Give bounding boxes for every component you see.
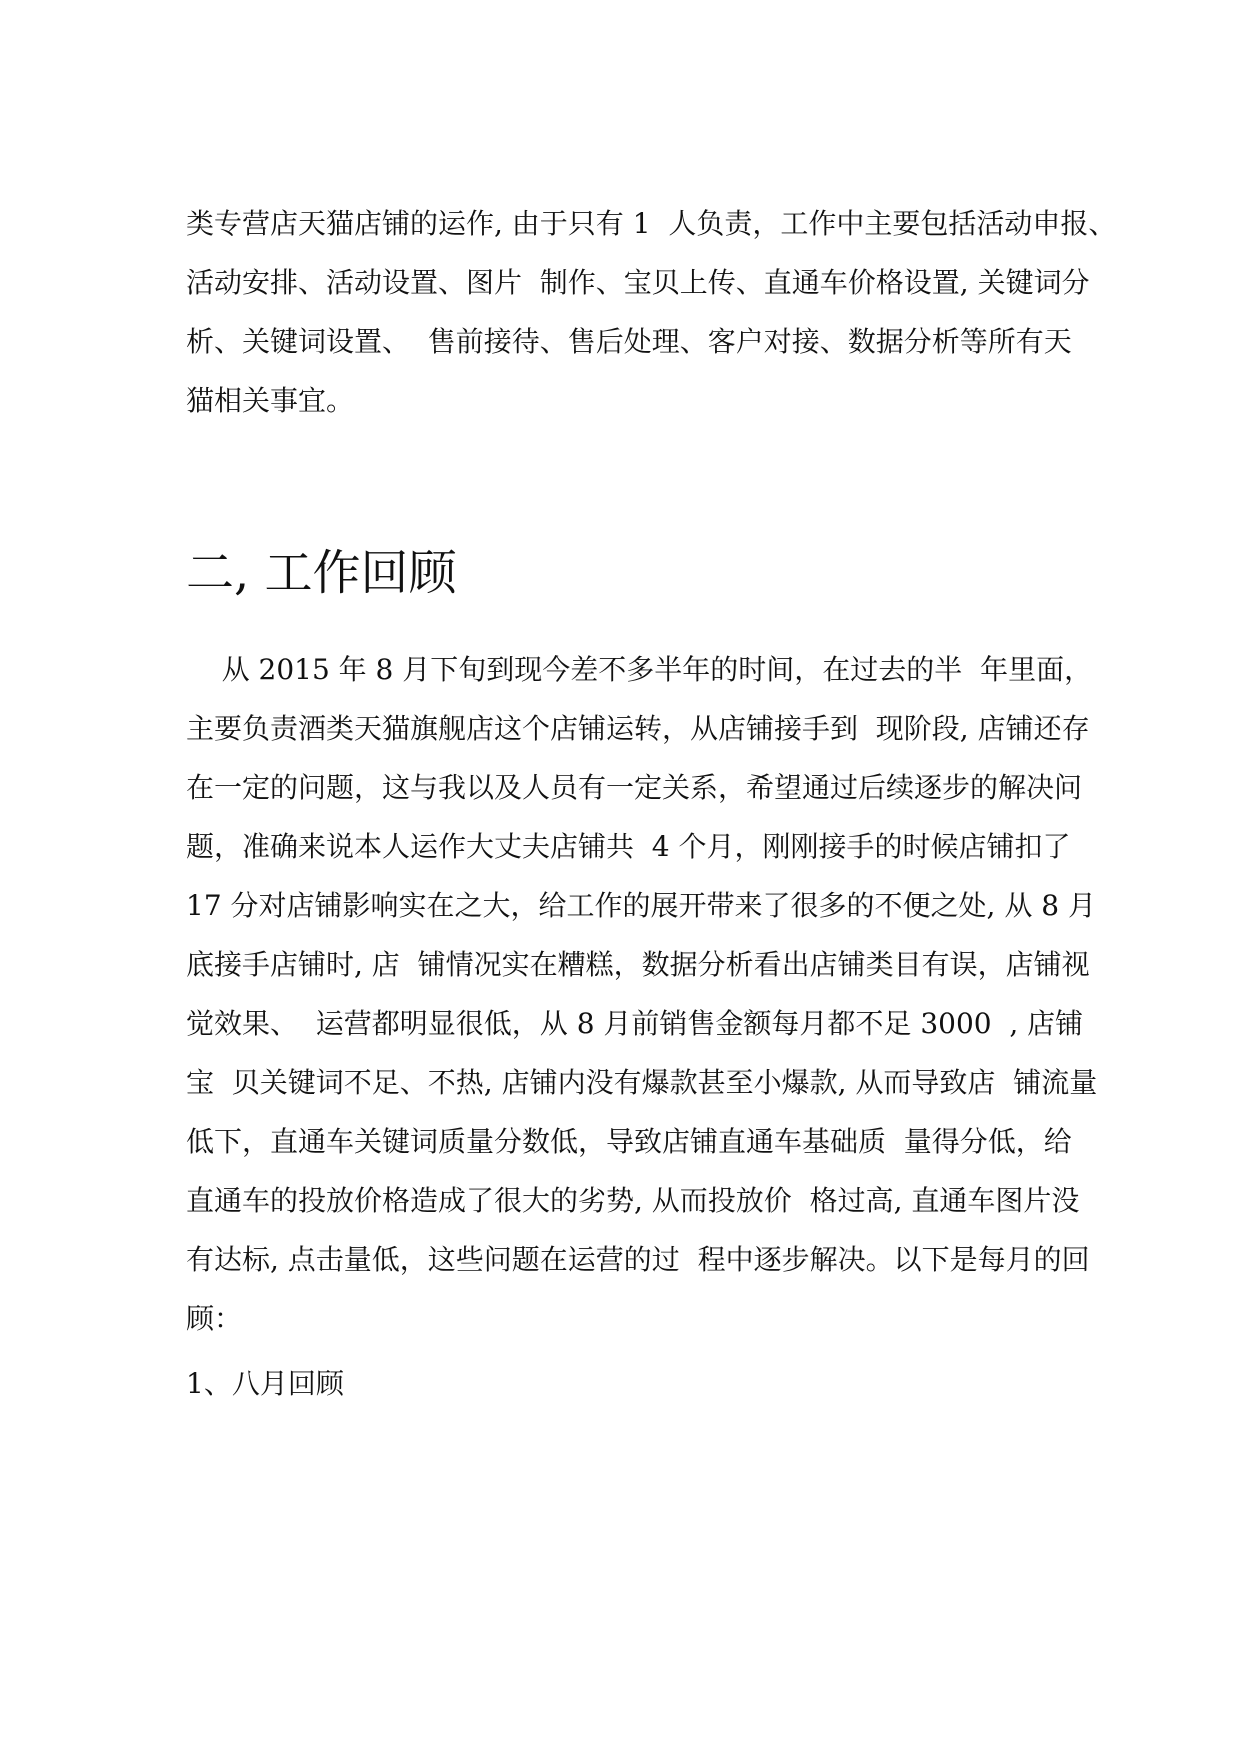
review-line-1: 从 2015 年 8 月下旬到现今差不多半年的时间，在过去的半 年里面， (186, 653, 1093, 686)
review-line-6: 底接手店铺时, 店 铺情况实在糟糕，数据分析看出店铺类目有误，店铺视 (186, 948, 1090, 981)
review-line-4: 题，准确来说本人运作大丈夫店铺共 4 个月，刚刚接手的时候店铺扣了 (186, 830, 1071, 863)
review-line-10: 直通车的投放价格造成了很大的劣势, 从而投放价 格过高, 直通车图片没 (186, 1184, 1080, 1217)
review-line-2: 主要负责酒类天猫旗舰店这个店铺运转，从店铺接手到 现阶段, 店铺还存 (186, 712, 1090, 745)
review-line-9: 低下，直通车关键词质量分数低，导致店铺直通车基础质 量得分低，给 (186, 1125, 1072, 1158)
review-line-11: 有达标, 点击量低，这些问题在运营的过 程中逐步解决。以下是每月的回 (186, 1243, 1090, 1276)
review-line-3: 在一定的问题，这与我以及人员有一定关系，希望通过后续逐步的解决问 (186, 771, 1083, 804)
review-line-7: 觉效果、 运营都明显很低，从 8 月前销售金额每月都不足 3000 , 店铺 (186, 1007, 1084, 1040)
intro-line-2: 活动安排、活动设置、图片 制作、宝贝上传、直通车价格设置, 关键词分 (186, 266, 1090, 299)
review-line-5: 17 分对店铺影响实在之大，给工作的展开带来了很多的不便之处, 从 8 月 (186, 889, 1096, 922)
subsection-heading: 1、八月回顾 (186, 1367, 344, 1400)
review-line-8: 宝 贝关键词不足、不热, 店铺内没有爆款甚至小爆款, 从而导致店 铺流量 (186, 1066, 1098, 1099)
section-heading: 二, 工作回顾 (186, 545, 457, 601)
intro-line-1: 类专营店天猫店铺的运作, 由于只有 1 人负责，工作中主要包括活动申报、 (186, 207, 1117, 240)
review-line-12: 顾： (186, 1302, 243, 1335)
intro-line-4: 猫相关事宜。 (186, 384, 355, 417)
intro-line-3: 析、关键词设置、 售前接待、售后处理、客户对接、数据分析等所有天 (186, 325, 1072, 358)
